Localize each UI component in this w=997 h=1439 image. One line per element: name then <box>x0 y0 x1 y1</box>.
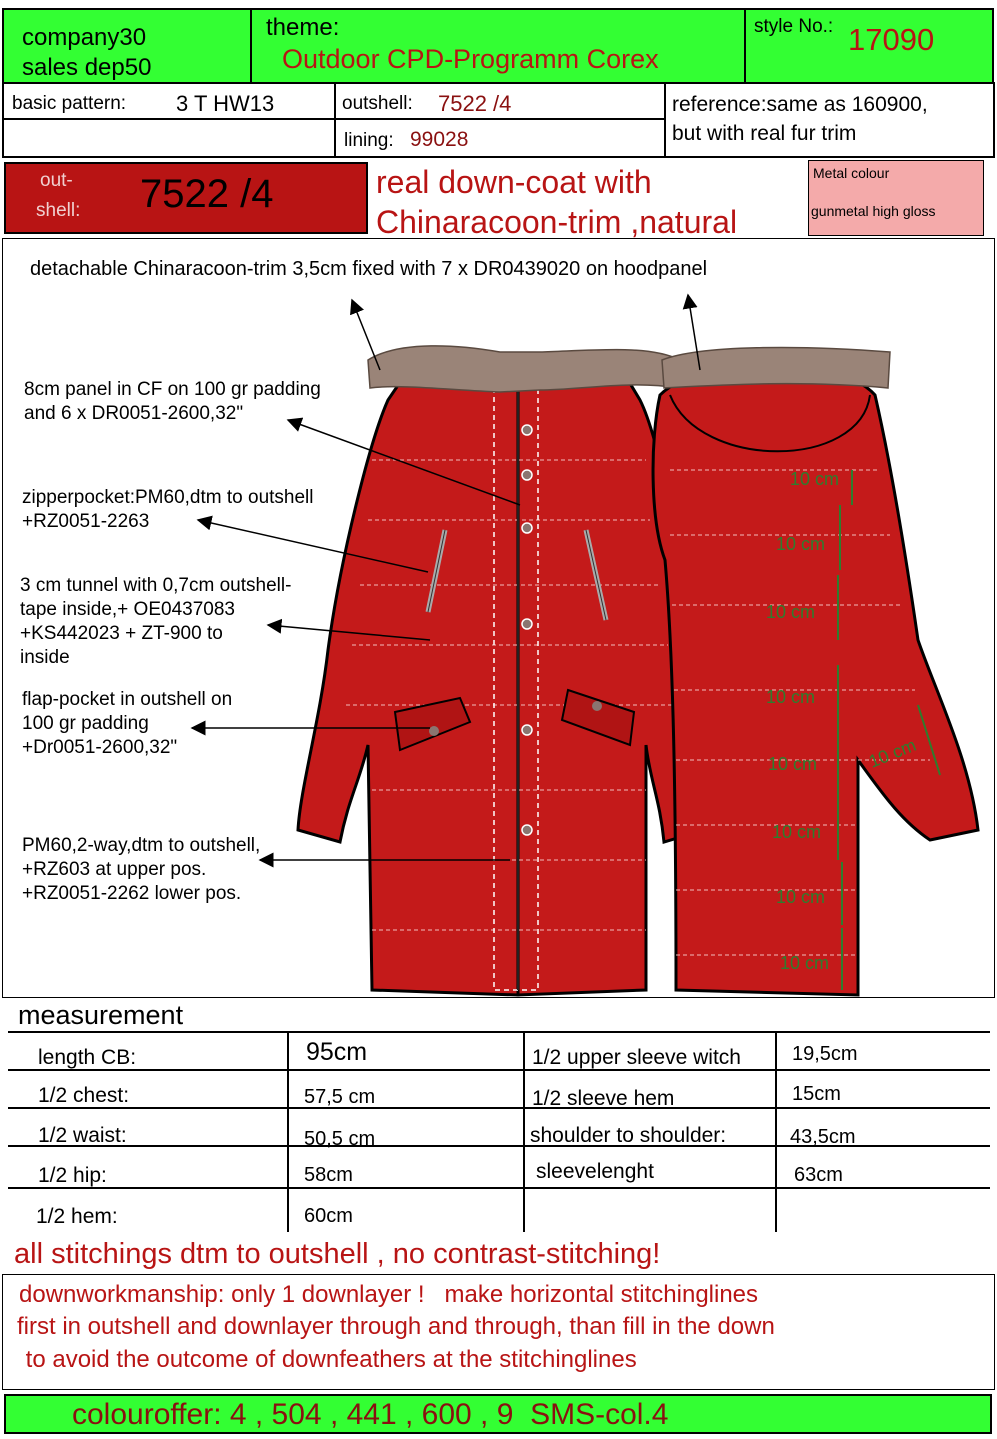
meas-value: 95cm <box>306 1038 368 1066</box>
meas-value: 60cm <box>304 1205 353 1227</box>
meas-value: 19,5cm <box>792 1043 858 1065</box>
outshell-box-label-2: shell: <box>36 200 81 221</box>
downworkmanship-line-2: first in outshell and downlayer through and through, than fill in the down <box>17 1313 775 1340</box>
style-label: style No.: <box>754 16 834 37</box>
theme-label: theme: <box>266 14 340 41</box>
annotation-flap: flap-pocket in outshell on 100 gr padding +Dr0051-2600,32" <box>22 689 233 758</box>
theme-value: Outdoor CPD-Programm Corex <box>282 44 659 74</box>
downworkmanship-line-3: to avoid the outcome of downfeathers at the stitchinglines <box>19 1346 637 1373</box>
quilt-label: 10 cm <box>780 953 830 973</box>
outshell-value: 7522 /4 <box>438 91 512 116</box>
quilt-label: 10 cm <box>772 822 822 842</box>
quilt-label: 10 cm <box>776 887 826 907</box>
downworkmanship-line-1: downworkmanship: only 1 downlayer ! make horizontal stitchinglines <box>19 1281 759 1308</box>
meas-label: 1/2 chest: <box>38 1084 130 1107</box>
stitching-note: all stitchings dtm to outshell , no contrast-stitching! <box>14 1238 661 1270</box>
department-name: sales dep50 <box>22 54 152 81</box>
outshell-box-value: 7522 /4 <box>140 172 274 216</box>
lining-value: 99028 <box>410 128 469 151</box>
coat-front <box>298 346 704 995</box>
meas-label: 1/2 hip: <box>38 1164 107 1187</box>
meas-value: 58cm <box>304 1164 353 1186</box>
description-line-1: real down-coat with <box>376 164 652 200</box>
meas-value: 63cm <box>794 1164 843 1186</box>
quilt-label: 10 cm <box>866 734 919 772</box>
description-line-2: Chinaracoon-trim ,natural <box>376 204 738 240</box>
metal-colour-label: Metal colour <box>813 165 890 181</box>
company-name: company30 <box>22 24 147 51</box>
basic-pattern-label: basic pattern: <box>12 93 127 114</box>
outshell-box-label-1: out- <box>40 170 73 191</box>
meas-label: 1/2 upper sleeve witch <box>532 1046 741 1069</box>
quilt-label: 10 cm <box>766 687 816 707</box>
lining-label: lining: <box>344 130 394 151</box>
quilt-label: 10 cm <box>768 754 818 774</box>
colouroffer-bar <box>4 1394 992 1434</box>
meas-label: 1/2 hem: <box>36 1205 118 1228</box>
annotation-trim: detachable Chinaracoon-trim 3,5cm fixed with 7 x DR0439020 on hoodpanel <box>30 258 708 280</box>
annotation-panel: 8cm panel in CF on 100 gr padding and 6 x DR0051-2600,32" <box>24 379 321 424</box>
quilt-label: 10 cm <box>790 469 840 489</box>
meas-value: 50,5 cm <box>304 1128 376 1150</box>
measurement-title: measurement <box>18 1000 184 1030</box>
reference-line-2: but with real fur trim <box>672 122 857 145</box>
outshell-label: outshell: <box>342 93 413 114</box>
meas-value: 43,5cm <box>790 1126 856 1148</box>
meas-label: 1/2 sleeve hem <box>532 1087 675 1110</box>
downworkmanship-box <box>2 1274 995 1390</box>
metal-colour-value: gunmetal high gloss <box>811 203 936 219</box>
meas-value: 15cm <box>792 1083 841 1105</box>
meas-value: 57,5 cm <box>304 1086 376 1108</box>
annotation-tunnel: 3 cm tunnel with 0,7cm outshell- tape inside,+ OE0437083 +KS442023 + ZT-900 to inside <box>20 575 292 668</box>
arrow-trim-front <box>352 300 380 370</box>
meas-label: 1/2 waist: <box>38 1124 127 1147</box>
colouroffer-text: colouroffer: 4 , 504 , 441 , 600 , 9 SMS-col.4 <box>72 1398 669 1431</box>
basic-pattern-value: 3 T HW13 <box>176 91 275 116</box>
meas-label: sleevelenght <box>536 1160 654 1183</box>
annotation-zipperpocket: zipperpocket:PM60,dtm to outshell +RZ0051-2263 <box>22 487 314 532</box>
annotation-zipper: PM60,2-way,dtm to outshell, +RZ603 at upper pos. +RZ0051-2262 lower pos. <box>22 835 261 904</box>
quilt-label: 10 cm <box>776 534 826 554</box>
meas-label: length CB: <box>38 1046 137 1069</box>
quilt-label: 10 cm <box>766 602 816 622</box>
meas-label: shoulder to shoulder: <box>530 1124 727 1147</box>
style-number: 17090 <box>848 22 935 57</box>
reference-line-1: reference:same as 160900, <box>672 93 928 116</box>
